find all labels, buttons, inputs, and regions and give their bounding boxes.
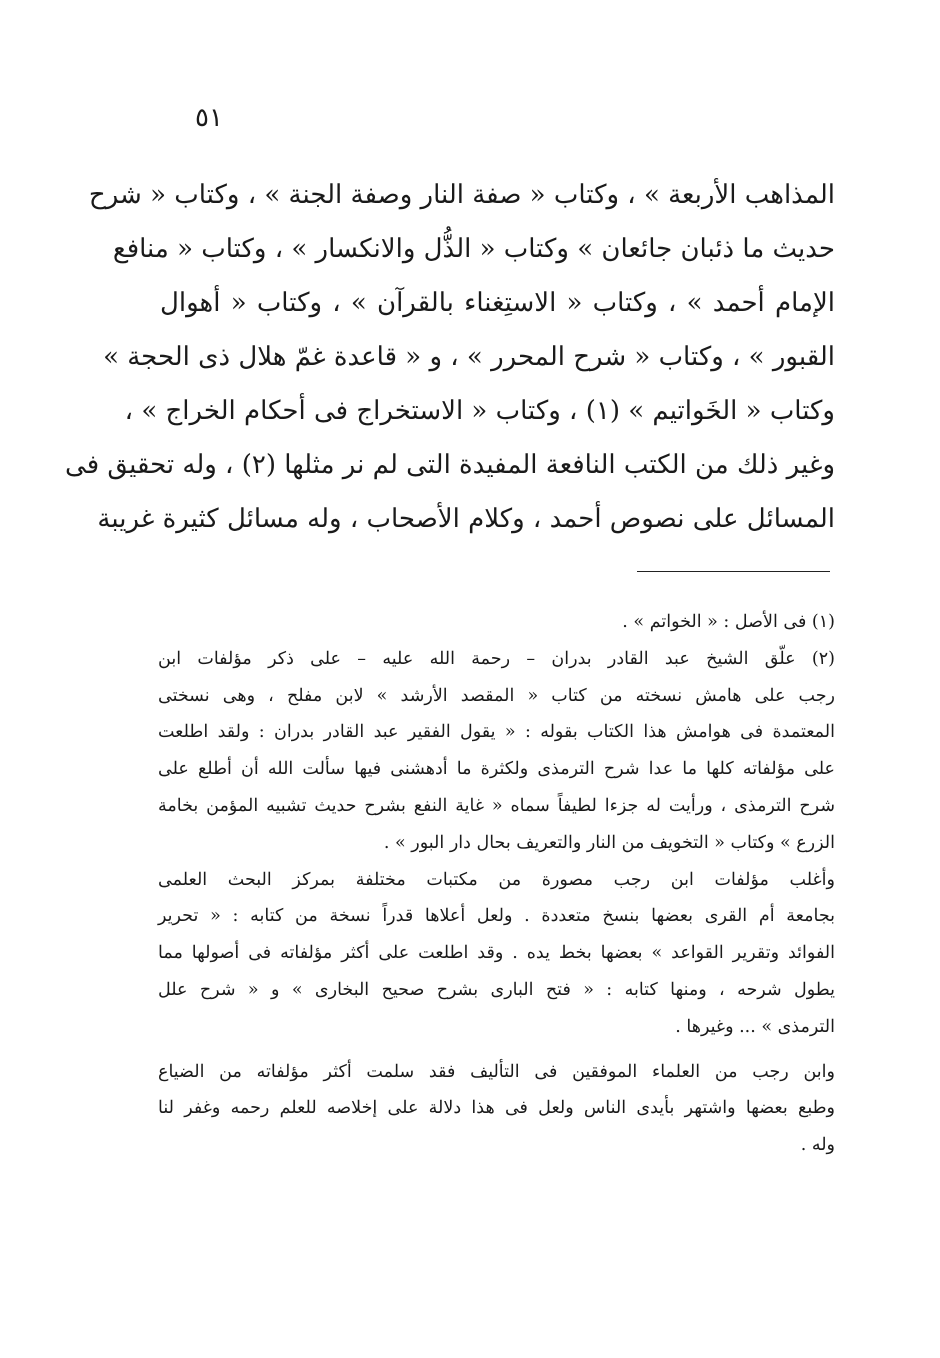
footnote-2-line: المعتمدة فى هوامش هذا الكتاب بقوله : « يقول الفقير عبد القادر بدران : ولقد اطلعت (158, 722, 835, 743)
main-body-text (65, 168, 835, 546)
body-line: حديث ما ذئبان جائعان » وكتاب « الذُّل والانكسار » ، وكتاب « منافع (112, 234, 835, 264)
body-line: وكتاب « الخَواتيم » (١) ، وكتاب « الاستخراج فى أحكام الخراج » ، (124, 396, 835, 426)
body-line: المذاهب الأربعة » ، وكتاب « صفة النار وصفة الجنة » ، وكتاب « شرح (88, 180, 835, 210)
footnote-paragraph-line: وابن رجب من العلماء الموفقين فى التأليف فقد سلمت أكثر مؤلفاته من الضياع (158, 1061, 835, 1082)
footnote-paragraph-line: بجامعة أم القرى بعضها بنسخ متعددة . ولعل أعلاها قدراً نسخة من كتابه : « تحرير (158, 906, 835, 927)
body-line: وغير ذلك من الكتب النافعة المفيدة التى لم نر مثلها (٢) ، وله تحقيق فى (65, 450, 835, 480)
footnote-2-line: الزرع » وكتاب « التخويف من النار والتعريف بحال دار البور » . (383, 832, 835, 853)
footnote-paragraph-line: الترمذى » ... وغيرها . (675, 1016, 835, 1037)
footnote-paragraph-line: يطول شرحه ، ومنها كتابه : « فتح البارى بشرح صحيح البخارى » و « شرح علل (158, 979, 835, 1000)
page-number: ٥١ (195, 103, 223, 133)
footnote-paragraph-line: وله . (800, 1135, 835, 1156)
footnote-paragraph-line: وطبع بعضها واشتهر بأيدى الناس ولعل فى هذا دلالة على إخلاصه للعلم رحمه وغفر لنا (158, 1098, 835, 1119)
footnote-paragraph-line: الفوائد وتقرير القواعد » بعضها بخط يده . وقد اطلعت على أكثر مؤلفاته فى أصولها مما (158, 943, 835, 964)
paragraph-gap (158, 1046, 835, 1054)
body-line: المسائل على نصوص أحمد ، وكلام الأصحاب ، وله مسائل كثيرة غريبة (97, 504, 835, 534)
footnote-paragraph-line: وأغلب مؤلفات ابن رجب مصورة من مكتبات مختلفة بمركز البحث العلمى (158, 869, 835, 890)
footnote-separator (637, 571, 830, 572)
body-line: الإمام أحمد » ، وكتاب « الاستِغناء بالقرآن » ، وكتاب « أهوال (160, 288, 835, 318)
footnote-2-line: شرح الترمذى ، ورأيت له جزءا لطيفاً سماه « غاية النفع بشرح حديث تشبيه المؤمن بخامة (158, 795, 835, 816)
footnote-2-line: (٢) علّق الشيخ عبد القادر بدران – رحمة الله عليه – على ذكر مؤلفات ابن (158, 648, 835, 669)
body-line: القبور » ، وكتاب « شرح المحرر » ، و « قاعدة غمّ هلال ذى الحجة » (103, 342, 835, 372)
footnote-2-line: على مؤلفاته كلها ما عدا شرح الترمذى ولكثرة ما أدهشنى فيها سألت الله أن أطلع على (158, 759, 835, 780)
footnotes (158, 604, 835, 1164)
footnote-2-line: رجب على هامش نسخته من كتاب « المقصد الأرشد » لابن مفلح ، وهى نسختى (158, 685, 835, 706)
footnote-1: (١) فى الأصل : « الخواتم » . (622, 612, 835, 632)
